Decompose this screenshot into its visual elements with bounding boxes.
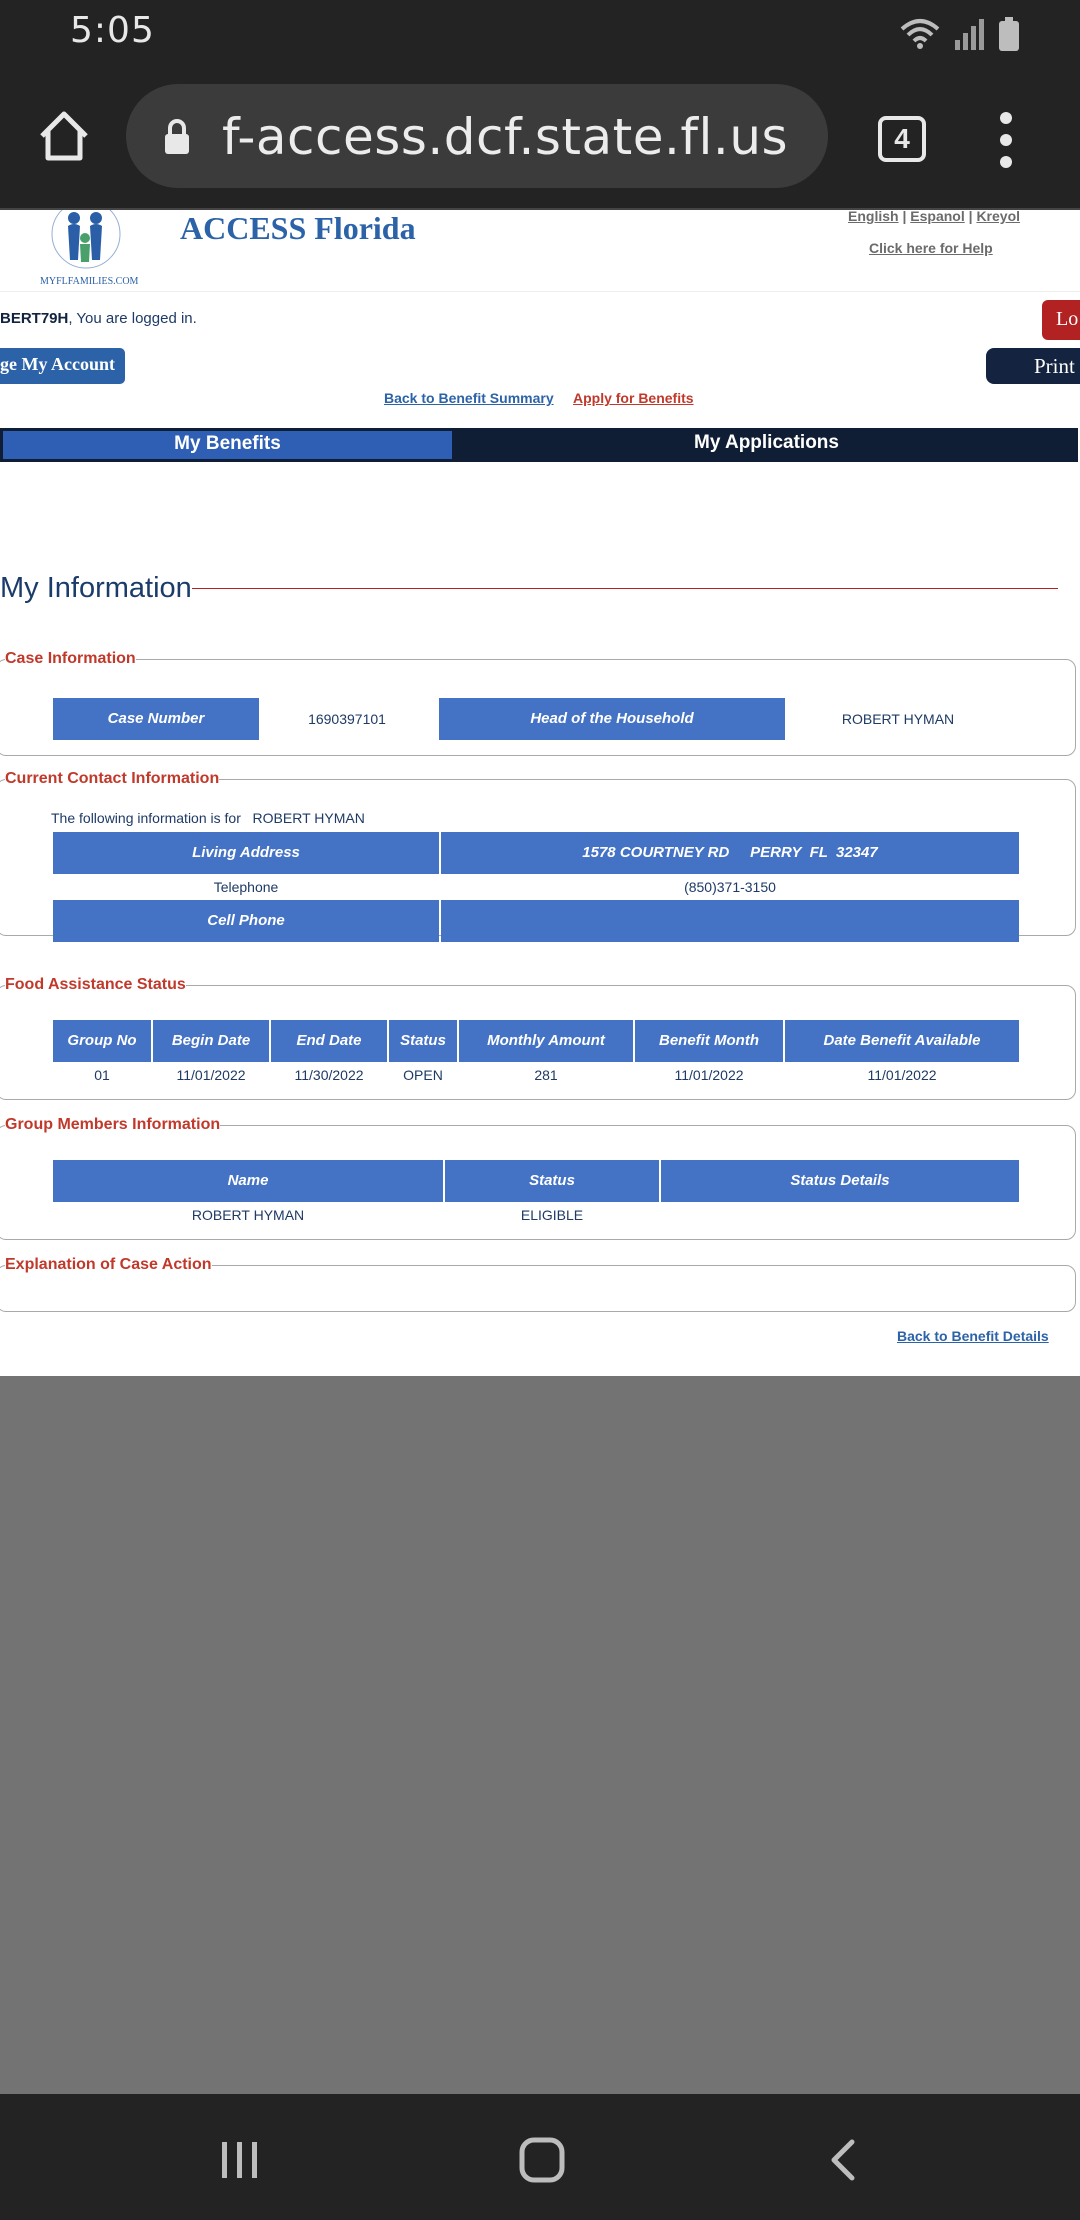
username: BERT79H [0, 310, 69, 327]
english-link[interactable]: English [848, 210, 899, 224]
title-divider [192, 588, 1058, 589]
empty-page-area [0, 1376, 1080, 2094]
head-of-household-value: ROBERT HYMAN [841, 711, 955, 727]
site-title: ACCESS Florida [180, 210, 416, 246]
login-status [0, 310, 197, 327]
group-header-status: Status [445, 1160, 659, 1202]
living-address-label: Living Address [53, 832, 439, 874]
food-header-date-available: Date Benefit Available [785, 1020, 1019, 1062]
signal-icon [954, 18, 984, 50]
wifi-icon [900, 17, 940, 51]
telephone-label: Telephone [213, 879, 279, 895]
food-end-date: 11/30/2022 [294, 1067, 364, 1083]
cell-phone-value [441, 900, 1019, 942]
food-begin-date: 11/01/2022 [176, 1067, 246, 1083]
address-bar[interactable] [126, 84, 828, 188]
back-nav-icon[interactable] [826, 2138, 860, 2182]
group-members-legend: Group Members Information [5, 1116, 221, 1133]
cell-phone-label: Cell Phone [53, 900, 439, 942]
overflow-menu-icon[interactable] [990, 112, 1022, 168]
manage-account-button[interactable]: ge My Account [0, 348, 125, 384]
telephone-value: (850)371-3150 [684, 879, 776, 895]
tab-my-benefits[interactable]: My Benefits [0, 428, 455, 462]
food-header-benefit-month: Benefit Month [635, 1020, 783, 1062]
food-header-begin-date: Begin Date [153, 1020, 269, 1062]
food-group-no: 01 [94, 1067, 110, 1083]
site-header [0, 210, 1080, 292]
food-header-group-no: Group No [53, 1020, 151, 1062]
case-number-label: Case Number [53, 698, 259, 740]
food-header-monthly-amount: Monthly Amount [459, 1020, 633, 1062]
group-header-name: Name [53, 1160, 443, 1202]
help-link[interactable]: Click here for Help [869, 240, 993, 256]
home-icon[interactable] [36, 108, 92, 164]
explanation-legend: Explanation of Case Action [5, 1256, 212, 1273]
food-header-end-date: End Date [271, 1020, 387, 1062]
web-page [0, 210, 1080, 1376]
espanol-link[interactable]: Espanol [910, 210, 965, 224]
head-of-household-label: Head of the Household [439, 698, 785, 740]
lang-separator: | [968, 210, 973, 224]
logged-in-text: , You are logged in. [68, 310, 197, 327]
status-icons [900, 14, 1020, 54]
url-text: f-access.dcf.state.fl.us [222, 108, 789, 166]
kreyol-link[interactable]: Kreyol [976, 210, 1021, 224]
contact-person: ROBERT HYMAN [252, 810, 365, 826]
contact-information-box [0, 770, 1076, 936]
browser-toolbar [0, 68, 1080, 210]
contact-intro [51, 810, 365, 826]
tab-my-applications[interactable]: My Applications [455, 428, 1078, 462]
lang-separator: | [902, 210, 907, 224]
family-logo-icon [34, 210, 138, 276]
back-to-benefit-details-link[interactable]: Back to Benefit Details [897, 1328, 1049, 1344]
logo-caption: MYFLFAMILIES.COM [40, 276, 139, 287]
group-member-status-details [661, 1204, 1019, 1226]
food-header-status: Status [389, 1020, 457, 1062]
explanation-box [0, 1256, 1076, 1312]
food-benefit-month: 11/01/2022 [674, 1067, 744, 1083]
benefit-tabs [0, 428, 1078, 462]
home-nav-icon[interactable] [518, 2136, 566, 2184]
recent-apps-icon[interactable] [218, 2138, 262, 2182]
dcf-logo[interactable] [34, 210, 138, 290]
food-date-available: 11/01/2022 [867, 1067, 937, 1083]
contact-intro-text: The following information is for [51, 810, 241, 826]
group-member-status: ELIGIBLE [520, 1207, 584, 1223]
group-member-name: ROBERT HYMAN [191, 1207, 305, 1223]
food-assistance-legend: Food Assistance Status [5, 976, 186, 993]
battery-icon [998, 17, 1020, 51]
page-title: My Information [0, 572, 192, 604]
case-number-value: 1690397101 [308, 711, 386, 727]
benefit-links [384, 390, 694, 406]
food-status: OPEN [403, 1067, 443, 1083]
group-members-box [0, 1116, 1076, 1240]
case-information-box [0, 650, 1076, 756]
lock-icon [162, 118, 192, 156]
back-to-summary-link[interactable]: Back to Benefit Summary [384, 390, 554, 406]
language-links [848, 210, 1020, 224]
status-time: 5:05 [70, 10, 155, 51]
food-monthly-amount: 281 [534, 1067, 558, 1083]
tab-switcher-button[interactable]: 4 [878, 116, 926, 162]
logout-button[interactable]: Lo [1042, 300, 1080, 340]
case-information-legend: Case Information [5, 650, 136, 667]
status-bar [0, 0, 1080, 68]
apply-for-benefits-link[interactable]: Apply for Benefits [572, 390, 694, 406]
contact-information-legend: Current Contact Information [5, 770, 220, 787]
system-nav-bar [0, 2094, 1080, 2220]
print-button[interactable]: Print [986, 348, 1080, 384]
food-assistance-box [0, 976, 1076, 1100]
living-address-value: 1578 COURTNEY RD PERRY FL 32347 [441, 832, 1019, 874]
group-header-status-details: Status Details [661, 1160, 1019, 1202]
